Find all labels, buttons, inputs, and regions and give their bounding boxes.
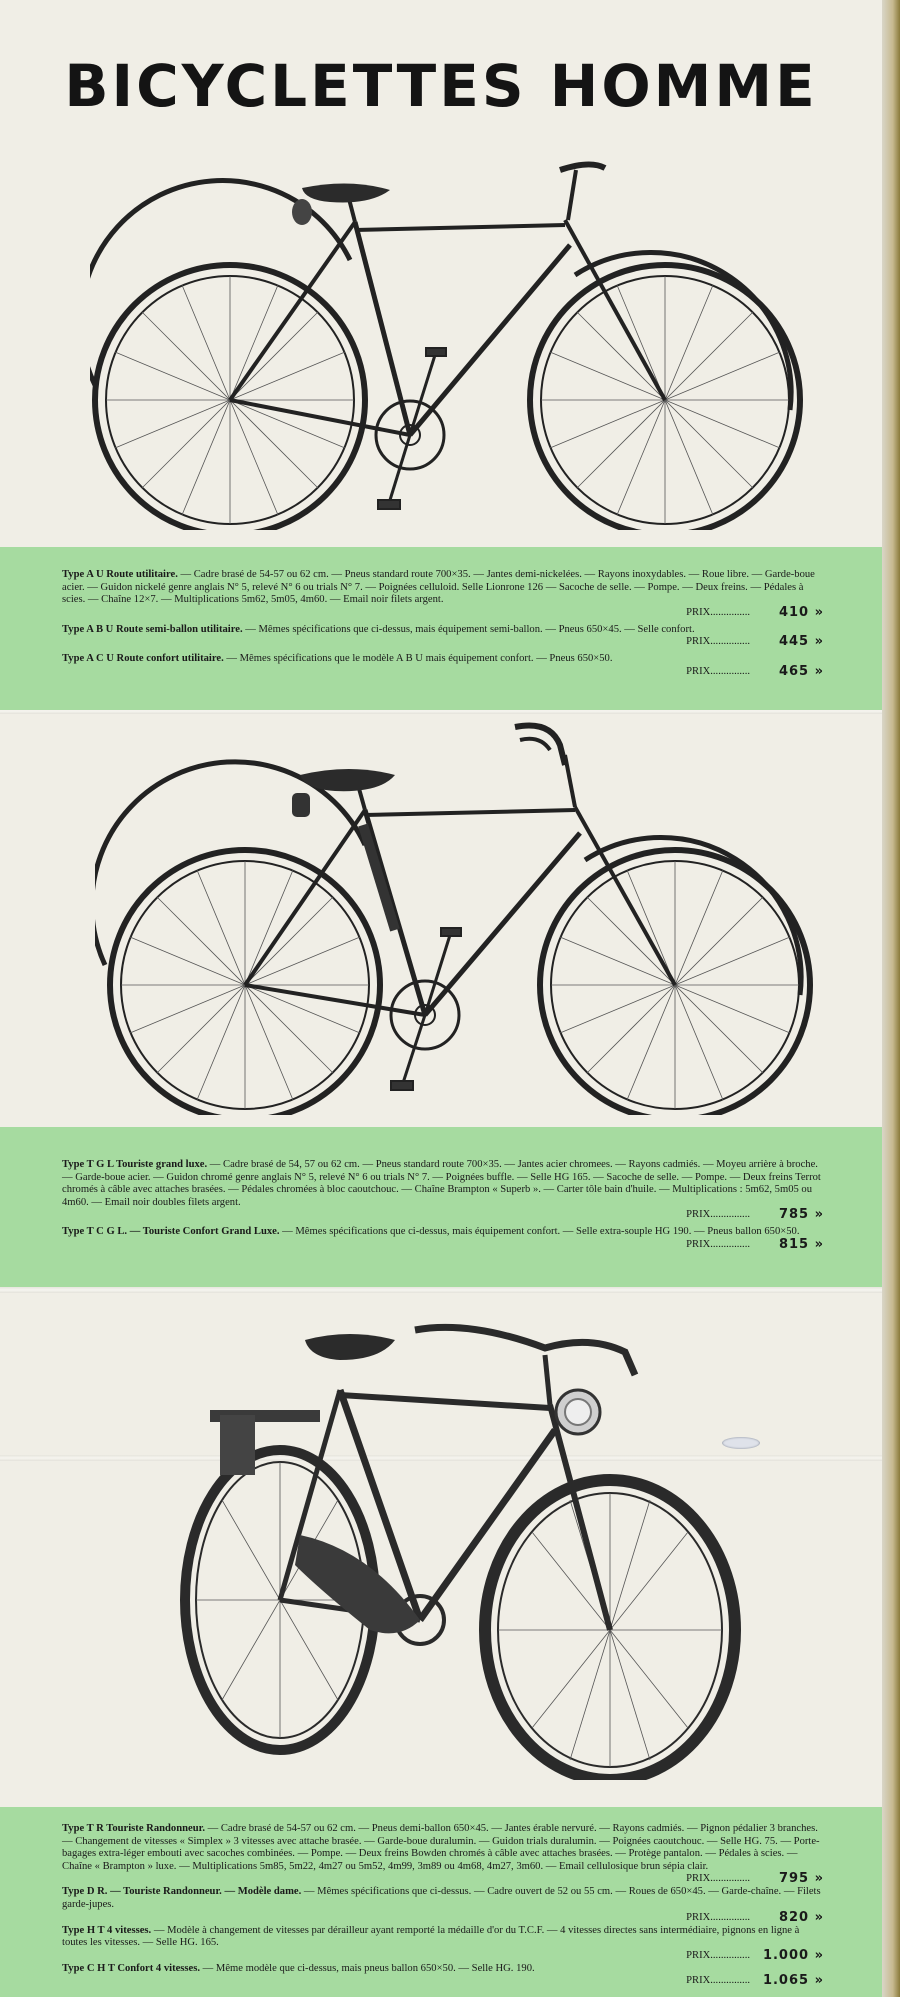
price-label: PRIX............... — [686, 1238, 750, 1250]
spec-entry-tr — [62, 1823, 824, 1886]
price-value: 410 » — [778, 604, 824, 620]
spec-entry-abu — [62, 624, 824, 650]
price-value: 815 » — [778, 1236, 824, 1252]
price-label: PRIX............... — [686, 1873, 750, 1885]
price-value: 1.065 » — [762, 1973, 824, 1989]
entry-name: Type T C G L. — Touriste Confort Grand Luxe. — [62, 1226, 280, 1238]
paper-stain — [722, 1437, 760, 1449]
spec-entry-acu — [62, 653, 824, 679]
price-value: 465 » — [778, 663, 824, 679]
entry-name: Type C H T Confort 4 vitesses. — [62, 1962, 201, 1974]
price-value: 1.000 » — [762, 1947, 824, 1963]
price-label: PRIX............... — [686, 606, 750, 618]
entry-name: Type A C U Route confort utilitaire. — [62, 653, 224, 665]
spec-entry-dr — [62, 1886, 824, 1924]
entry-name: Type A U Route utilitaire. — [62, 569, 178, 580]
spec-entry-ht — [62, 1925, 824, 1963]
page-edge — [882, 0, 900, 1997]
bicycle-randonneur-image — [170, 1300, 750, 1780]
price-label: PRIX............... — [686, 1949, 750, 1961]
entry-description: — Mêmes spécifications que ci-dessus, mais équipement confort. — Selle extra-souple HG 190. — Pneus ballon 650×50. — [279, 1226, 800, 1238]
entry-description: — Même modèle que ci-dessus, mais pneus ballon 650×50. — Selle HG. 190. — [200, 1962, 535, 1974]
spec-entry-au — [62, 569, 824, 620]
price-value: 820 » — [778, 1909, 824, 1925]
entry-description: — Mêmes spécifications que ci-dessus, mais équipement semi-ballon. — Pneus 650×45. — Selle confort. — [242, 623, 695, 635]
entry-name: Type D R. — Touriste Randonneur. — Modèle dame. — [62, 1886, 302, 1898]
entry-description: — Cadre brasé de 54-57 ou 62 cm. — Pneus standard route 700×35. — Jantes demi-nickelées. — Rayons inoxydables. — Roue libre. — Garde-boue acier. — Guidon nickelé genre anglais N° 5, relevé N° 6 ou trials N° 7. — Poignées celluloid. Selle Lionrone 126 — Sacoche de selle. — Pompe. — Deux freins. — Pédales à scies. — Chaîne 12×7. — Multiplications 5m62, 5m05, 4m60. — Email noir filets argent. — [62, 569, 815, 606]
fold-line — [0, 1287, 882, 1293]
price-label: PRIX............... — [686, 1209, 750, 1221]
price-value: 445 » — [778, 634, 824, 650]
entry-description: — Modèle à changement de vitesses par dérailleur ayant remporté la médaille d'or du T.C.F. — 4 vitesses directes sans intermédiaire, pignons en ligne à toutes les vitesses. — Selle HG. 165. — [62, 1924, 800, 1949]
spec-section-route — [0, 547, 882, 710]
price-value: 795 » — [778, 1871, 824, 1887]
price-value: 785 » — [778, 1207, 824, 1223]
bicycle-route-image — [90, 150, 810, 530]
entry-description: — Cadre brasé de 54, 57 ou 62 cm. — Pneus standard route 700×35. — Jantes acier chromees. — Rayons cadmiés. — Moyeu arrière à broche. — Garde-boue acier. — Guidon chromé genre anglais N° 5, relevé N° 6 ou trials N° 7. — Poignées buffle. — Selle HG 165. — Sacoche de selle. — Pompe. — Deux freins Terrot chromés à câble avec attaches brasées. — Pédales chromées à bloc caoutchouc. — Chaîne Brampton « Superb ». — Carter tôle bain d'huile. — Multiplications : 5m62, 5m05 ou 4m60. — Email noir doubles filets argent. — [62, 1159, 821, 1208]
price-label: PRIX............... — [686, 1911, 750, 1923]
entry-name: Type T G L Touriste grand luxe. — [62, 1159, 208, 1170]
entry-name: Type H T 4 vitesses. — [62, 1924, 152, 1936]
entry-description: — Cadre brasé de 54-57 ou 62 cm. — Pneus demi-ballon 650×45. — Jantes érable nervuré. — Rayons cadmiés. — Pignon pédalier 3 branches. — Changement de vitesses « Simplex » 3 vitesses avec attache brasée. — Garde-boue duralumin. — Guidon trials duralumin. — Poignées caoutchouc. — Selle HG. 75. — Porte-bagages extra-léger embouti avec sacoches combinées. — Pompe. — Deux freins Bowden chromés à câble avec attaches brasées. — Protège pantalon. — Pédales à scies. — Chaîne « Brampton » luxe. — Multiplications 5m85, 5m22, 4m27 ou 5m52, 4m99, 3m89 ou 4m68, 4m27, 3m60. — Email cellulosique brun sépia clair. — [62, 1823, 820, 1872]
spec-section-randonneur — [0, 1807, 882, 1997]
spec-section-touriste — [0, 1127, 882, 1287]
price-label: PRIX............... — [686, 1975, 750, 1987]
spec-entry-tgl — [62, 1159, 824, 1222]
entry-description: — Mêmes spécifications que ci-dessus. — Cadre ouvert de 52 ou 55 cm. — Roues de 650×45. — Garde-chaîne. — Filets garde-jupes. — [62, 1886, 821, 1910]
entry-description: — Mêmes spécifications que le modèle A B U mais équipement confort. — Pneus 650×50. — [223, 653, 613, 665]
price-label: PRIX............... — [686, 636, 750, 648]
spec-entry-cht — [62, 1963, 824, 1989]
spec-entry-tcgl — [62, 1226, 824, 1252]
page-title: BICYCLETTES HOMME — [64, 52, 818, 120]
price-label: PRIX............... — [686, 665, 750, 677]
entry-name: Type T R Touriste Randonneur. — [62, 1823, 205, 1834]
entry-name: Type A B U Route semi-ballon utilitaire. — [62, 623, 243, 635]
bicycle-touriste-image — [95, 715, 815, 1115]
